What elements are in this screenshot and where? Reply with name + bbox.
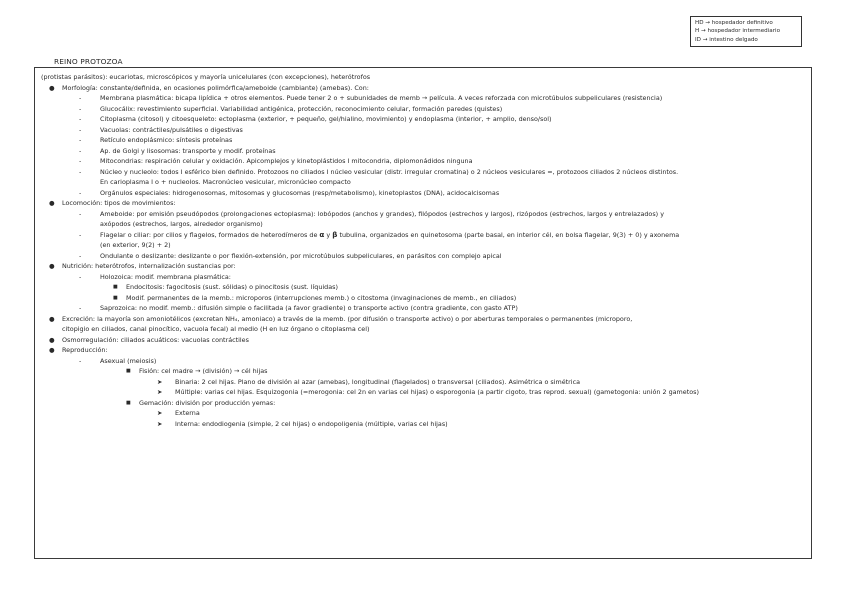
list-item xyxy=(41,209,807,220)
list-item xyxy=(41,387,807,398)
arrow-bullet-icon: ➤ xyxy=(157,388,163,396)
list-item xyxy=(41,114,807,125)
list-item xyxy=(41,377,807,388)
morphology-heading-text: Morfología: constante/definida, en ocasiones polimórfica/ameboide (cambiante) (amebas). Con: xyxy=(62,83,369,92)
item-text: tubulina, organizados en quinetosoma (parte basal, en interior cél, en bolsa flagelar, 9(3) + 0) y axonema xyxy=(339,230,680,239)
dash-marker-icon: - xyxy=(79,304,82,312)
square-bullet-icon: ■ xyxy=(126,399,131,406)
item-text: Múltiple: varias cel hijas. Esquizogonia (=merogonia: cel 2n en varias cel hijas) o esporogonia (a partir cigoto, tras reprod. sexual) (gametogonia: unión 2 gametos) xyxy=(175,388,699,396)
item-text: Orgánulos especiales: hidrogenosomas, mitosomas y glucosomas (resp/metabolismo), kinetoplastos (DNA), acidocalcisomas xyxy=(100,188,500,197)
reproduction-heading-text: Reproducción: xyxy=(62,346,108,354)
arrow-bullet-icon: ➤ xyxy=(157,409,163,417)
dash-marker-icon: - xyxy=(79,167,82,176)
beta-symbol: β xyxy=(332,229,338,239)
item-text: Osmorregulación: ciliados acuáticos: vacuolas contráctiles xyxy=(62,335,249,344)
item-text: Saprozoica: no modif. memb.: difusión simple o facilitada (a favor gradiente) o transporte activo (contra gradiente, con gasto ATP) xyxy=(100,304,518,312)
alpha-symbol: α xyxy=(319,229,325,239)
item-text: Mitocondrias: respiración celular y oxidación. Apicomplejos y kinetoplástidos I mitocondria, diplomonádidos ninguna xyxy=(100,157,473,165)
list-item xyxy=(41,303,807,314)
abbreviation-legend xyxy=(690,16,802,47)
dash-marker-icon: - xyxy=(79,272,82,281)
bullet-dot-icon: ● xyxy=(49,314,55,323)
item-text: Retículo endoplásmico: síntesis proteínas xyxy=(100,136,233,144)
dash-marker-icon: - xyxy=(79,188,82,197)
item-text-continuation: (en exterior, 9(2) + 2) xyxy=(100,241,171,249)
item-text: y xyxy=(326,230,331,239)
item-text: Flagelar o ciliar: por cilios y flagelos, formados de heterodímeros de xyxy=(100,230,318,239)
dash-marker-icon: - xyxy=(79,146,82,155)
morphology-list xyxy=(41,93,807,198)
nutrition-heading xyxy=(41,261,807,272)
legend-line: H → hospedador intermediario xyxy=(695,28,780,35)
list-item xyxy=(41,104,807,115)
item-text-continuation: axópodos (estrechos, largos, alrededor organismo) xyxy=(100,220,263,228)
dash-marker-icon: - xyxy=(79,209,82,218)
locomotion-heading xyxy=(41,198,807,209)
nutrition-heading-text: Nutrición: heterótrofos, internalización sustancias por: xyxy=(62,262,236,270)
list-item xyxy=(41,398,807,409)
item-text: Gemación: división por producción yemas: xyxy=(139,398,276,407)
osmoregulation-heading xyxy=(41,335,807,346)
reproduction-heading xyxy=(41,345,807,356)
item-text: Fisión: cel madre → (división) → cél hijas xyxy=(139,367,268,375)
item-text: Modif. permanentes de la memb.: microporos (interrupciones memb.) o citostoma (invaginaciones de memb., en ciliados) xyxy=(126,293,517,302)
square-bullet-icon: ■ xyxy=(113,294,118,301)
item-text: Ameboide: por emisión pseudópodos (prolongaciones ectoplasma): lobópodos (anchos y grandes), filópodos (estrechos y largos), rizópodos (estrechos, largos y entrelazados) y xyxy=(100,209,664,218)
list-item xyxy=(41,419,807,430)
item-text: Ondulante o deslizante: deslizante o por flexión-extensión, por microtúbulos subpeliculares, en parásitos con complejo apical xyxy=(100,251,502,260)
list-item xyxy=(41,408,807,419)
list-item xyxy=(41,251,807,262)
list-item xyxy=(41,230,807,241)
dash-marker-icon: - xyxy=(79,104,82,113)
dash-marker-icon: - xyxy=(79,230,82,239)
notes-body xyxy=(41,72,807,429)
morphology-heading xyxy=(41,83,807,94)
bullet-dot-icon: ● xyxy=(49,83,55,92)
item-text: Ap. de Golgi y lisosomas: transporte y modif. proteínas xyxy=(100,146,276,155)
arrow-bullet-icon: ➤ xyxy=(157,419,163,428)
item-text: Binaria: 2 cel hijas. Plano de división al azar (amebas), longitudinal (flagelados) o transversal (ciliados). Asimétrica o simétrica xyxy=(175,377,581,386)
intro-line: (protistas parásitos): eucariotas, microscópicos y mayoría unicelulares (con excepciones), heterótrofos xyxy=(41,73,371,81)
item-text: Endocitosis: fagocitosis (sust. sólidas) o pinocitosis (sust. líquidas) xyxy=(126,283,338,291)
item-text: Externa xyxy=(175,409,200,417)
list-item xyxy=(41,282,807,293)
list-item xyxy=(41,293,807,304)
dash-marker-icon: - xyxy=(79,356,82,365)
bullet-dot-icon: ● xyxy=(49,262,55,270)
list-item xyxy=(41,366,807,377)
excretion-heading xyxy=(41,314,807,325)
dash-marker-icon: - xyxy=(79,125,82,134)
item-text-continuation: En carioplasma I o + nucleolos. Macronúcleo vesicular, micronúcleo compacto xyxy=(100,178,351,186)
locomotion-heading-text: Locomoción: tipos de movimientos: xyxy=(62,199,176,207)
legend-line: ID → intestino delgado xyxy=(695,36,758,43)
dash-marker-icon: - xyxy=(79,157,82,165)
dash-marker-icon: - xyxy=(79,94,82,102)
legend-line: HD → hospedador definitivo xyxy=(695,20,773,26)
item-text: Vacuolas: contráctiles/pulsátiles o digestivas xyxy=(100,125,243,134)
arrow-bullet-icon: ➤ xyxy=(157,377,163,386)
list-item xyxy=(41,356,807,367)
item-text: Holozoica: modif. membrana plasmática: xyxy=(100,272,231,281)
bullet-dot-icon: ● xyxy=(49,335,55,344)
item-text: Interna: endodiogenia (simple, 2 cel hijas) o endopoligenia (múltiple, varias cel hijas) xyxy=(175,419,448,428)
list-item xyxy=(41,272,807,283)
item-text: Núcleo y nucleolo: todos I esférico bien definido. Protozoos no ciliados I núcleo vesicular (distr. irregular cromatina) o 2 núcleos vesiculares =, protozoos ciliados 2 núcleos distintos. xyxy=(100,167,679,176)
item-text: Membrana plasmática: bicapa lipídica + otros elementos. Puede tener 2 o + subunidades de memb → película. A veces reforzada con microtúbulos subpeliculares (resistencia) xyxy=(100,94,663,102)
list-item xyxy=(41,156,807,167)
square-bullet-icon: ■ xyxy=(113,284,118,290)
list-item xyxy=(41,167,807,178)
item-text: Excreción: la mayoría son amoniotélicos (excretan NH₄, amoniaco) a través de la memb. (por difusión o transporte activo) o por aberturas temporales o permanentes (microporo, xyxy=(62,314,633,323)
item-text: Citoplasma (citosol) y citoesqueleto: ectoplasma (exterior, + pequeño, gel/hialino, movimiento) y endoplasma (interior, + amplio, denso/sol) xyxy=(100,115,552,123)
page-title: REINO PROTOZOA xyxy=(54,57,123,66)
square-bullet-icon: ■ xyxy=(126,368,131,374)
list-item xyxy=(41,125,807,136)
list-item xyxy=(41,93,807,104)
bullet-dot-icon: ● xyxy=(49,346,55,354)
item-text: Asexual (meiosis) xyxy=(100,356,157,365)
list-item xyxy=(41,188,807,199)
item-text: Glucocálix: revestimiento superficial. Variabilidad antigénica, protección, reconocimiento celular, formación paredes (quistes) xyxy=(100,104,503,113)
bullet-dot-icon: ● xyxy=(49,199,55,207)
dash-marker-icon: - xyxy=(79,136,82,144)
list-item xyxy=(41,146,807,157)
item-text-continuation: citopigio en ciliados, canal pinocítico, vacuola fecal) al medio (H en luz órgano o citoplasma cel) xyxy=(62,325,370,333)
dash-marker-icon: - xyxy=(79,251,82,260)
dash-marker-icon: - xyxy=(79,115,82,123)
list-item xyxy=(41,135,807,146)
